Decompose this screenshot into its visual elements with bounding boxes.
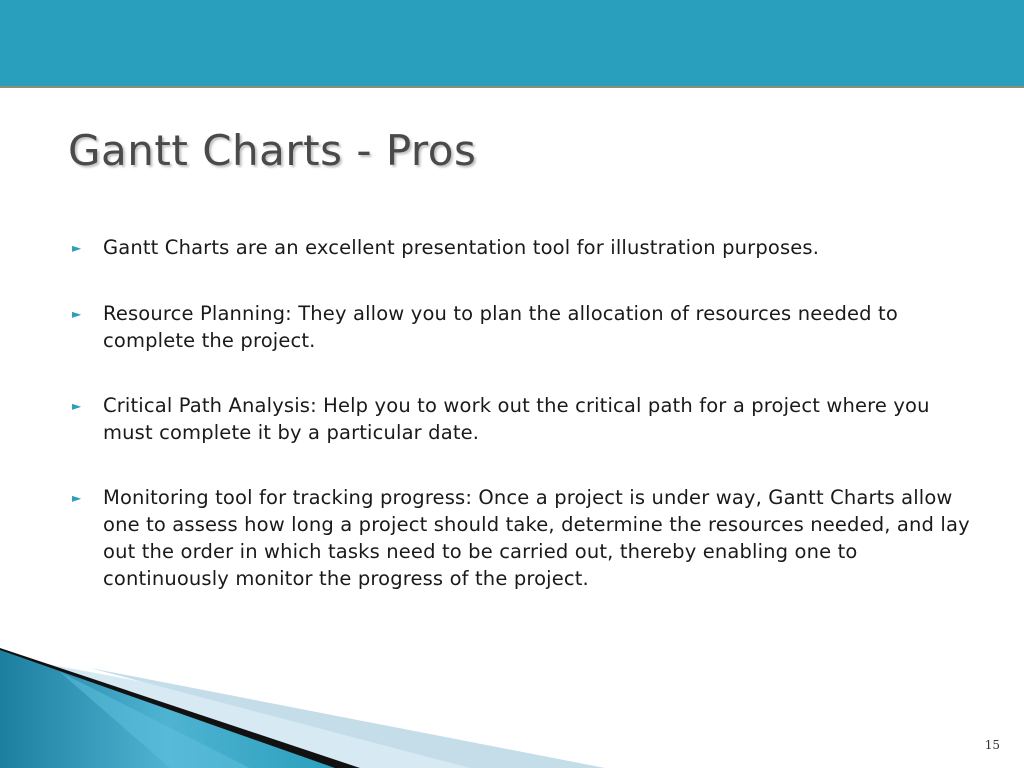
bullet-item <box>72 234 972 262</box>
bullet-item <box>72 484 972 592</box>
bullet-item <box>72 392 972 446</box>
bullet-text: Gantt Charts are an excellent presentation tool for illustration purposes. <box>103 236 820 259</box>
blue-wave-band <box>0 650 335 768</box>
triangle-right-icon: ► <box>72 307 82 321</box>
triangle-right-icon: ► <box>72 399 82 413</box>
triangle-right-icon: ► <box>72 241 82 255</box>
bullet-list <box>72 234 972 630</box>
bullet-item <box>72 300 972 354</box>
bullet-text: Resource Planning: They allow you to plan the allocation of resources needed to complete the project. <box>103 302 898 352</box>
black-wave-band <box>0 648 360 768</box>
bullet-text: Critical Path Analysis: Help you to work out the critical path for a project where you must complete it by a particular date. <box>103 394 930 444</box>
slide-title: Gantt Charts - Pros <box>68 126 477 175</box>
page-number: 15 <box>984 738 1000 752</box>
bullet-text: Monitoring tool for tracking progress: Once a project is under way, Gantt Charts allow one to assess how long a project should take, determine the resources needed, and lay out the order in which tasks need to be carried out, thereby enabling one to continuously monitor the progress of the project. <box>103 486 970 590</box>
blue-wave-highlight <box>60 672 250 768</box>
pale-wave-band <box>0 655 600 768</box>
header-band <box>0 0 1024 88</box>
triangle-right-icon: ► <box>72 491 82 505</box>
pale-wave-stripe <box>90 668 605 768</box>
